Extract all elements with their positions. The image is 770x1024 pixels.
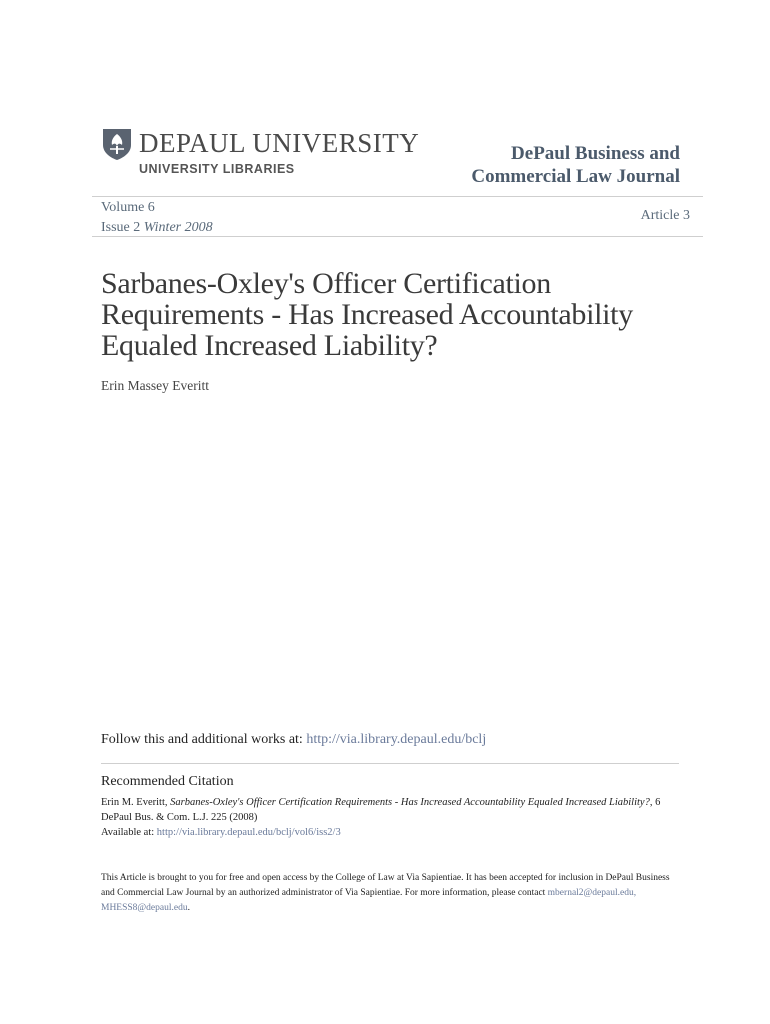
depaul-university-logo bbox=[101, 127, 420, 182]
recommended-citation-heading: Recommended Citation bbox=[101, 774, 234, 789]
journal-name-line1: DePaul Business and bbox=[511, 143, 680, 164]
issue-number: Issue 2 bbox=[101, 220, 141, 235]
follow-link[interactable]: http://via.library.depaul.edu/bclj bbox=[306, 732, 487, 747]
journal-name[interactable] bbox=[471, 142, 680, 188]
citation-link[interactable]: http://via.library.depaul.edu/bclj/vol6/iss2/3 bbox=[156, 827, 341, 838]
issue-link[interactable] bbox=[101, 218, 213, 238]
volume-link[interactable]: Volume 6 bbox=[101, 200, 155, 215]
logo-wordmark: DEPAUL UNIVERSITY bbox=[139, 128, 420, 158]
divider-bottom bbox=[92, 236, 703, 237]
title-line-2: Requirements - Has Increased Accountability bbox=[101, 298, 633, 331]
follow-line bbox=[101, 732, 486, 748]
notice-text: This Article is brought to you for free and open access by the College of Law at Via Sapientiae. It has been accepted for inclusion in DePaul Business and Commercial Law Journal by an authorized administrator of Via Sapientiae. For more information, please contact bbox=[101, 873, 670, 898]
citation-title: Sarbanes-Oxley's Officer Certification Requirements - Has Increased Accountability Equaled Increased Liability? bbox=[170, 797, 650, 808]
access-notice bbox=[101, 871, 681, 916]
issue-info bbox=[101, 198, 213, 238]
citation-authors: Erin M. Everitt, bbox=[101, 797, 171, 808]
journal-name-line2: Commercial Law Journal bbox=[471, 166, 680, 187]
article-number: Article 3 bbox=[640, 208, 690, 223]
contact-email-link[interactable]: mbernal2@depaul.edu, MHESS8@depaul.edu bbox=[101, 888, 637, 913]
author-name[interactable]: Erin Massey Everitt bbox=[101, 378, 209, 393]
paper-title[interactable] bbox=[101, 268, 681, 361]
title-line-1: Sarbanes-Oxley's Officer Certification bbox=[101, 267, 551, 300]
issue-season: Winter 2008 bbox=[143, 220, 213, 235]
divider-citation bbox=[101, 763, 679, 764]
follow-label: Follow this and additional works at: bbox=[101, 732, 307, 747]
logo-subtitle: UNIVERSITY LIBRARIES bbox=[139, 162, 295, 176]
title-line-3: Equaled Increased Liability? bbox=[101, 329, 438, 362]
citation-text bbox=[101, 795, 671, 840]
divider-top bbox=[92, 196, 703, 197]
citation-available-label: Available at: bbox=[101, 827, 157, 838]
notice-end: . bbox=[187, 903, 190, 913]
citation-source: , 6 DePaul Bus. & Com. L.J. 225 (2008) bbox=[101, 797, 661, 823]
shield-crest-icon bbox=[101, 127, 133, 161]
